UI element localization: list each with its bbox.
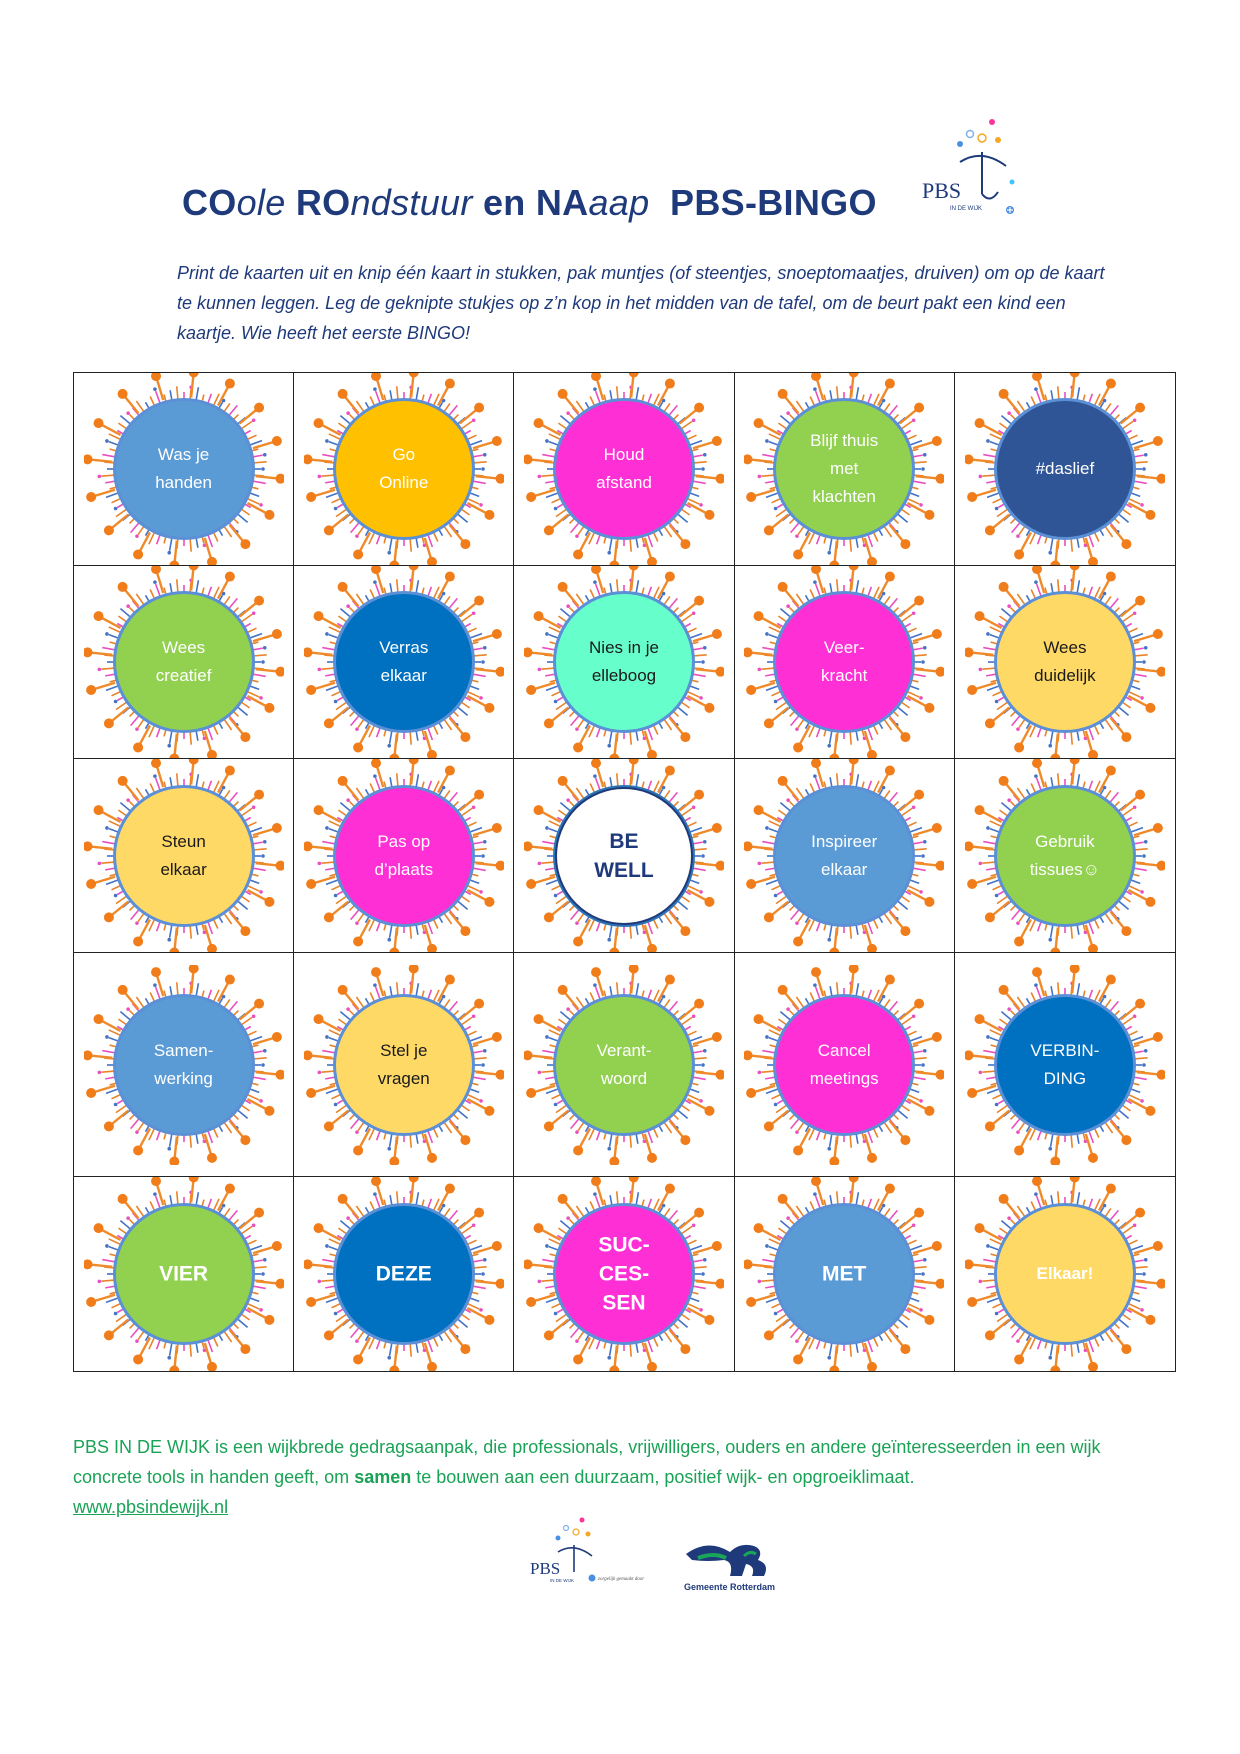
footer-text <box>73 1432 1133 1522</box>
pbs-logo-footer <box>530 1512 670 1584</box>
bingo-cell <box>74 566 294 759</box>
bingo-cell <box>955 1177 1175 1371</box>
bingo-card <box>73 372 1176 1372</box>
bingo-cell-label: Inspireer elkaar <box>811 831 878 879</box>
title-part: CO <box>182 182 237 223</box>
bingo-cell <box>294 373 514 566</box>
bingo-cell <box>294 759 514 953</box>
bingo-cell-label: Pas op d’plaats <box>374 831 434 879</box>
page-title <box>182 182 877 224</box>
bingo-cell-label: Was je handen <box>155 445 212 492</box>
bingo-cell-label: Veer- kracht <box>821 638 868 685</box>
instructions: Print de kaarten uit en knip één kaart in stukken, pak muntjes (of steentjes, snoeptomaatjes, druiven) om op de kaart te kunnen leggen. Leg de geknipte stukjes op z’n kop in het midden van de tafel, om de beurt pakt een kind een kaartje. Wie heeft het eerste BINGO! <box>177 263 1105 343</box>
title-part: ndstuur <box>350 182 473 223</box>
footer-emphasis: samen <box>354 1467 412 1487</box>
footer-logo-text: PBS <box>530 1559 561 1578</box>
bingo-cell <box>74 373 294 566</box>
bingo-cell <box>955 953 1175 1177</box>
bingo-cell-label: Gebruik tissues☺ <box>1029 831 1101 879</box>
bingo-cell <box>294 566 514 759</box>
bingo-cell <box>735 759 955 953</box>
bingo-cell-label: Nies in je elleboog <box>589 638 659 685</box>
title-part: RO <box>285 182 351 223</box>
title-part: aap <box>588 182 650 223</box>
bingo-cell <box>735 373 955 566</box>
gemeente-rotterdam-logo <box>678 1532 788 1592</box>
bingo-cell <box>74 953 294 1177</box>
bingo-cell-label: VIER <box>159 1262 209 1286</box>
bingo-cell-label: DEZE <box>375 1262 432 1286</box>
title-part: en NA <box>472 182 589 223</box>
bingo-cell-label: Elkaar! <box>1036 1264 1094 1283</box>
bingo-cell <box>514 759 734 953</box>
logo-subtext: IN DE WIJK <box>950 206 983 212</box>
footer-logo-subtext: IN DE WIJK <box>550 1578 575 1583</box>
bingo-cell-label: Verant- woord <box>596 1040 652 1088</box>
bingo-cell <box>735 953 955 1177</box>
footer-logo-tagline: zorgelijk gemaakt door <box>598 1577 645 1582</box>
title-part: ole <box>236 182 286 223</box>
bingo-cell-label: Houd afstand <box>596 445 652 492</box>
pbs-logo <box>920 112 1020 222</box>
bingo-cell-label: Steun elkaar <box>160 831 207 879</box>
bingo-cell-label: Wees creatief <box>155 638 212 685</box>
footer-text-after: te bouwen aan een duurzaam, positief wijk- en opgroeiklimaat. <box>411 1467 915 1487</box>
bingo-cell-label: Go Online <box>379 445 429 492</box>
bingo-cell-label: MET <box>822 1262 867 1286</box>
bingo-cell-label: BE WELL <box>594 829 654 882</box>
bingo-cell <box>955 566 1175 759</box>
logo-text: PBS <box>922 178 962 203</box>
partner-name: Gemeente Rotterdam <box>684 1582 776 1592</box>
website-link[interactable]: www.pbsindewijk.nl <box>73 1497 229 1517</box>
title-part: PBS-BINGO <box>649 182 877 223</box>
bingo-cell-label: Wees duidelijk <box>1034 638 1096 685</box>
bingo-cell-label: Verras elkaar <box>379 638 429 685</box>
bingo-cell <box>294 1177 514 1371</box>
bingo-cell <box>735 566 955 759</box>
bingo-cell <box>514 1177 734 1371</box>
bingo-cell-label: Samen- werking <box>153 1040 214 1088</box>
footer-text-before: PBS IN DE WIJK is een wijkbrede gedragsaanpak, die professionals, vrijwilligers, ouders en andere geïnteresseerden in een wijk concrete tools in handen geeft, om <box>73 1437 1101 1487</box>
bingo-cell <box>955 373 1175 566</box>
bingo-cell <box>735 1177 955 1371</box>
bingo-cell <box>74 1177 294 1371</box>
bingo-cell-label: #daslief <box>1035 459 1095 478</box>
bingo-cell-label: SUC- CES- SEN <box>598 1233 650 1315</box>
bingo-cell <box>514 373 734 566</box>
bingo-cell-label: Cancel meetings <box>809 1040 879 1088</box>
bingo-cell <box>514 953 734 1177</box>
bingo-cell <box>74 759 294 953</box>
bingo-cell-label: Stel je vragen <box>377 1040 430 1088</box>
bingo-cell <box>294 953 514 1177</box>
bingo-cell <box>514 566 734 759</box>
bingo-cell <box>955 759 1175 953</box>
bingo-cell-label: VERBIN- DING <box>1030 1040 1100 1088</box>
bingo-cell-label: Blijf thuis met klachten <box>810 431 879 506</box>
